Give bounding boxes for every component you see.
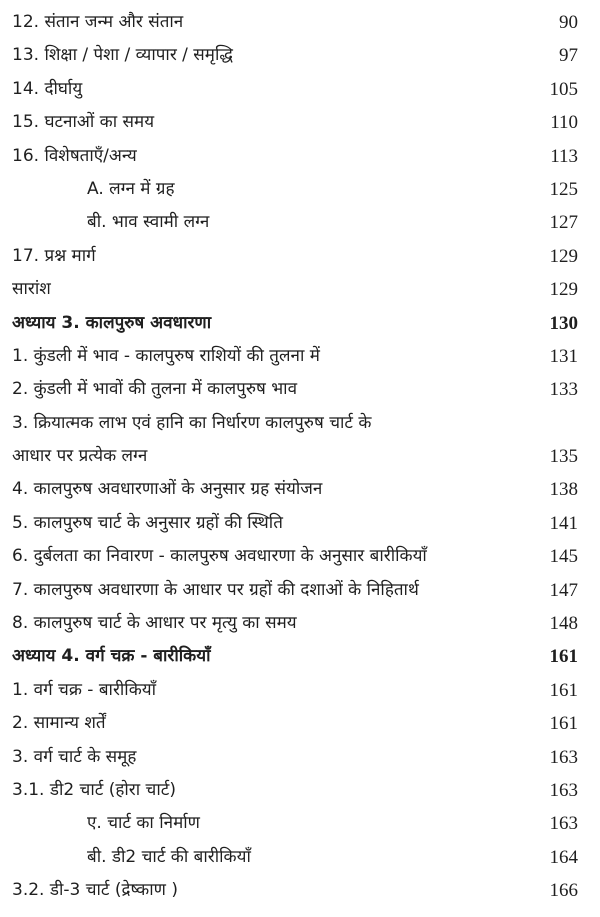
toc-entry-title: 13. शिक्षा / पेशा / व्यापार / समृद्धि (12, 45, 233, 66)
toc-entry-title: 1. वर्ग चक्र - बारीकियाँ (12, 679, 157, 700)
toc-entry (0, 106, 600, 139)
toc-entry-page: 90 (559, 12, 578, 33)
toc-entry-title: सारांश (12, 279, 51, 300)
toc-entry-title: 4. कालपुरुष अवधारणाओं के अनुसार ग्रह संयोजन (12, 479, 323, 500)
toc-entry-page: 163 (549, 746, 578, 768)
toc-entry-page: 161 (549, 679, 578, 701)
toc-entry-page: 161 (549, 713, 578, 735)
toc-entry (0, 607, 600, 640)
toc-subentry (0, 807, 600, 840)
toc-entry (0, 340, 600, 373)
toc-entry-title: बी. भाव स्वामी लग्न (87, 212, 210, 233)
toc-entry (0, 540, 600, 573)
toc-entry-page: 148 (549, 613, 578, 635)
toc-entry-page: 138 (549, 479, 578, 501)
toc-chapter-heading (0, 307, 600, 340)
toc-entry-title: 3.1. डी2 चार्ट (होरा चार्ट) (12, 779, 176, 800)
toc-entry (0, 273, 600, 306)
toc-entry-page: 129 (549, 279, 578, 301)
toc-entry-title: 3. क्रियात्मक लाभ एवं हानि का निर्धारण कालपुरुष चार्ट के (12, 412, 372, 433)
toc-entry-title: 2. सामान्य शर्तें (12, 713, 106, 734)
toc-entry-page: 163 (549, 779, 578, 801)
toc-entry-page: 110 (550, 112, 578, 134)
toc-entry (0, 707, 600, 740)
toc-chapter-heading (0, 640, 600, 673)
toc-entry-title: 16. विशेषताएँ/अन्य (12, 145, 137, 166)
toc-entry-title: 5. कालपुरुष चार्ट के अनुसार ग्रहों की स्थिति (12, 512, 283, 533)
toc-entry-page: 147 (549, 579, 578, 601)
toc-entry (0, 774, 600, 807)
toc-entry (0, 73, 600, 106)
toc-entry-page: 125 (549, 178, 578, 200)
toc-entry-page: 97 (559, 45, 578, 67)
toc-entry-page: 141 (549, 512, 578, 534)
toc-entry-title: अध्याय 3. कालपुरुष अवधारणा (12, 312, 212, 333)
table-of-contents (0, 6, 600, 908)
toc-entry-title: A. लग्न में ग्रह (87, 178, 175, 199)
toc-entry-page: 127 (549, 212, 578, 234)
toc-entry-title: 15. घटनाओं का समय (12, 112, 155, 133)
toc-entry-page: 135 (549, 446, 578, 468)
toc-entry-title: 3.2. डी-3 चार्ट (द्रेष्काण ) (12, 880, 178, 901)
toc-entry (0, 473, 600, 506)
toc-entry-title: 7. कालपुरुष अवधारणा के आधार पर ग्रहों की दशाओं के निहितार्थ (12, 579, 419, 600)
toc-subentry (0, 206, 600, 239)
toc-entry-page: 129 (549, 245, 578, 267)
toc-entry-title: ए. चार्ट का निर्माण (87, 813, 200, 834)
toc-entry-title: 8. कालपुरुष चार्ट के आधार पर मृत्यु का समय (12, 613, 297, 634)
toc-entry (0, 407, 600, 440)
toc-entry (0, 507, 600, 540)
toc-entry-title: 1. कुंडली में भाव - कालपुरुष राशियों की तुलना में (12, 345, 320, 366)
toc-entry-title: 3. वर्ग चार्ट के समूह (12, 746, 137, 767)
toc-entry-title: 6. दुर्बलता का निवारण - कालपुरुष अवधारणा के अनुसार बारीकियाँ (12, 546, 427, 567)
toc-entry-page: 166 (549, 880, 578, 902)
toc-entry (0, 6, 600, 39)
toc-entry-title: अध्याय 4. वर्ग चक्र - बारीकियाँ (12, 646, 211, 667)
toc-entry-title: 12. संतान जन्म और संतान (12, 12, 184, 32)
toc-entry-page: 161 (549, 646, 578, 668)
toc-entry-page: 164 (549, 846, 578, 868)
toc-entry-title: 17. प्रश्न मार्ग (12, 245, 96, 266)
toc-entry (0, 874, 600, 907)
toc-entry (0, 140, 600, 173)
toc-subentry (0, 173, 600, 206)
toc-entry-page: 163 (549, 813, 578, 835)
toc-entry (0, 240, 600, 273)
toc-entry-title: आधार पर प्रत्येक लग्न (12, 446, 148, 467)
toc-entry-page: 113 (550, 145, 578, 167)
toc-entry-page: 133 (549, 379, 578, 401)
toc-entry (0, 741, 600, 774)
toc-entry (0, 674, 600, 707)
toc-entry-title: 2. कुंडली में भावों की तुलना में कालपुरुष भाव (12, 379, 298, 400)
toc-entry (0, 574, 600, 607)
toc-entry-page: 130 (549, 312, 578, 334)
toc-entry-page: 131 (549, 345, 578, 367)
toc-entry (0, 373, 600, 406)
toc-entry (0, 39, 600, 72)
toc-entry-page: 105 (549, 78, 578, 100)
toc-entry-title: 14. दीर्घायु (12, 78, 83, 99)
toc-subentry (0, 841, 600, 874)
toc-entry-continuation (0, 440, 600, 473)
toc-entry-title: बी. डी2 चार्ट की बारीकियाँ (87, 846, 251, 867)
toc-entry-page: 145 (549, 546, 578, 568)
